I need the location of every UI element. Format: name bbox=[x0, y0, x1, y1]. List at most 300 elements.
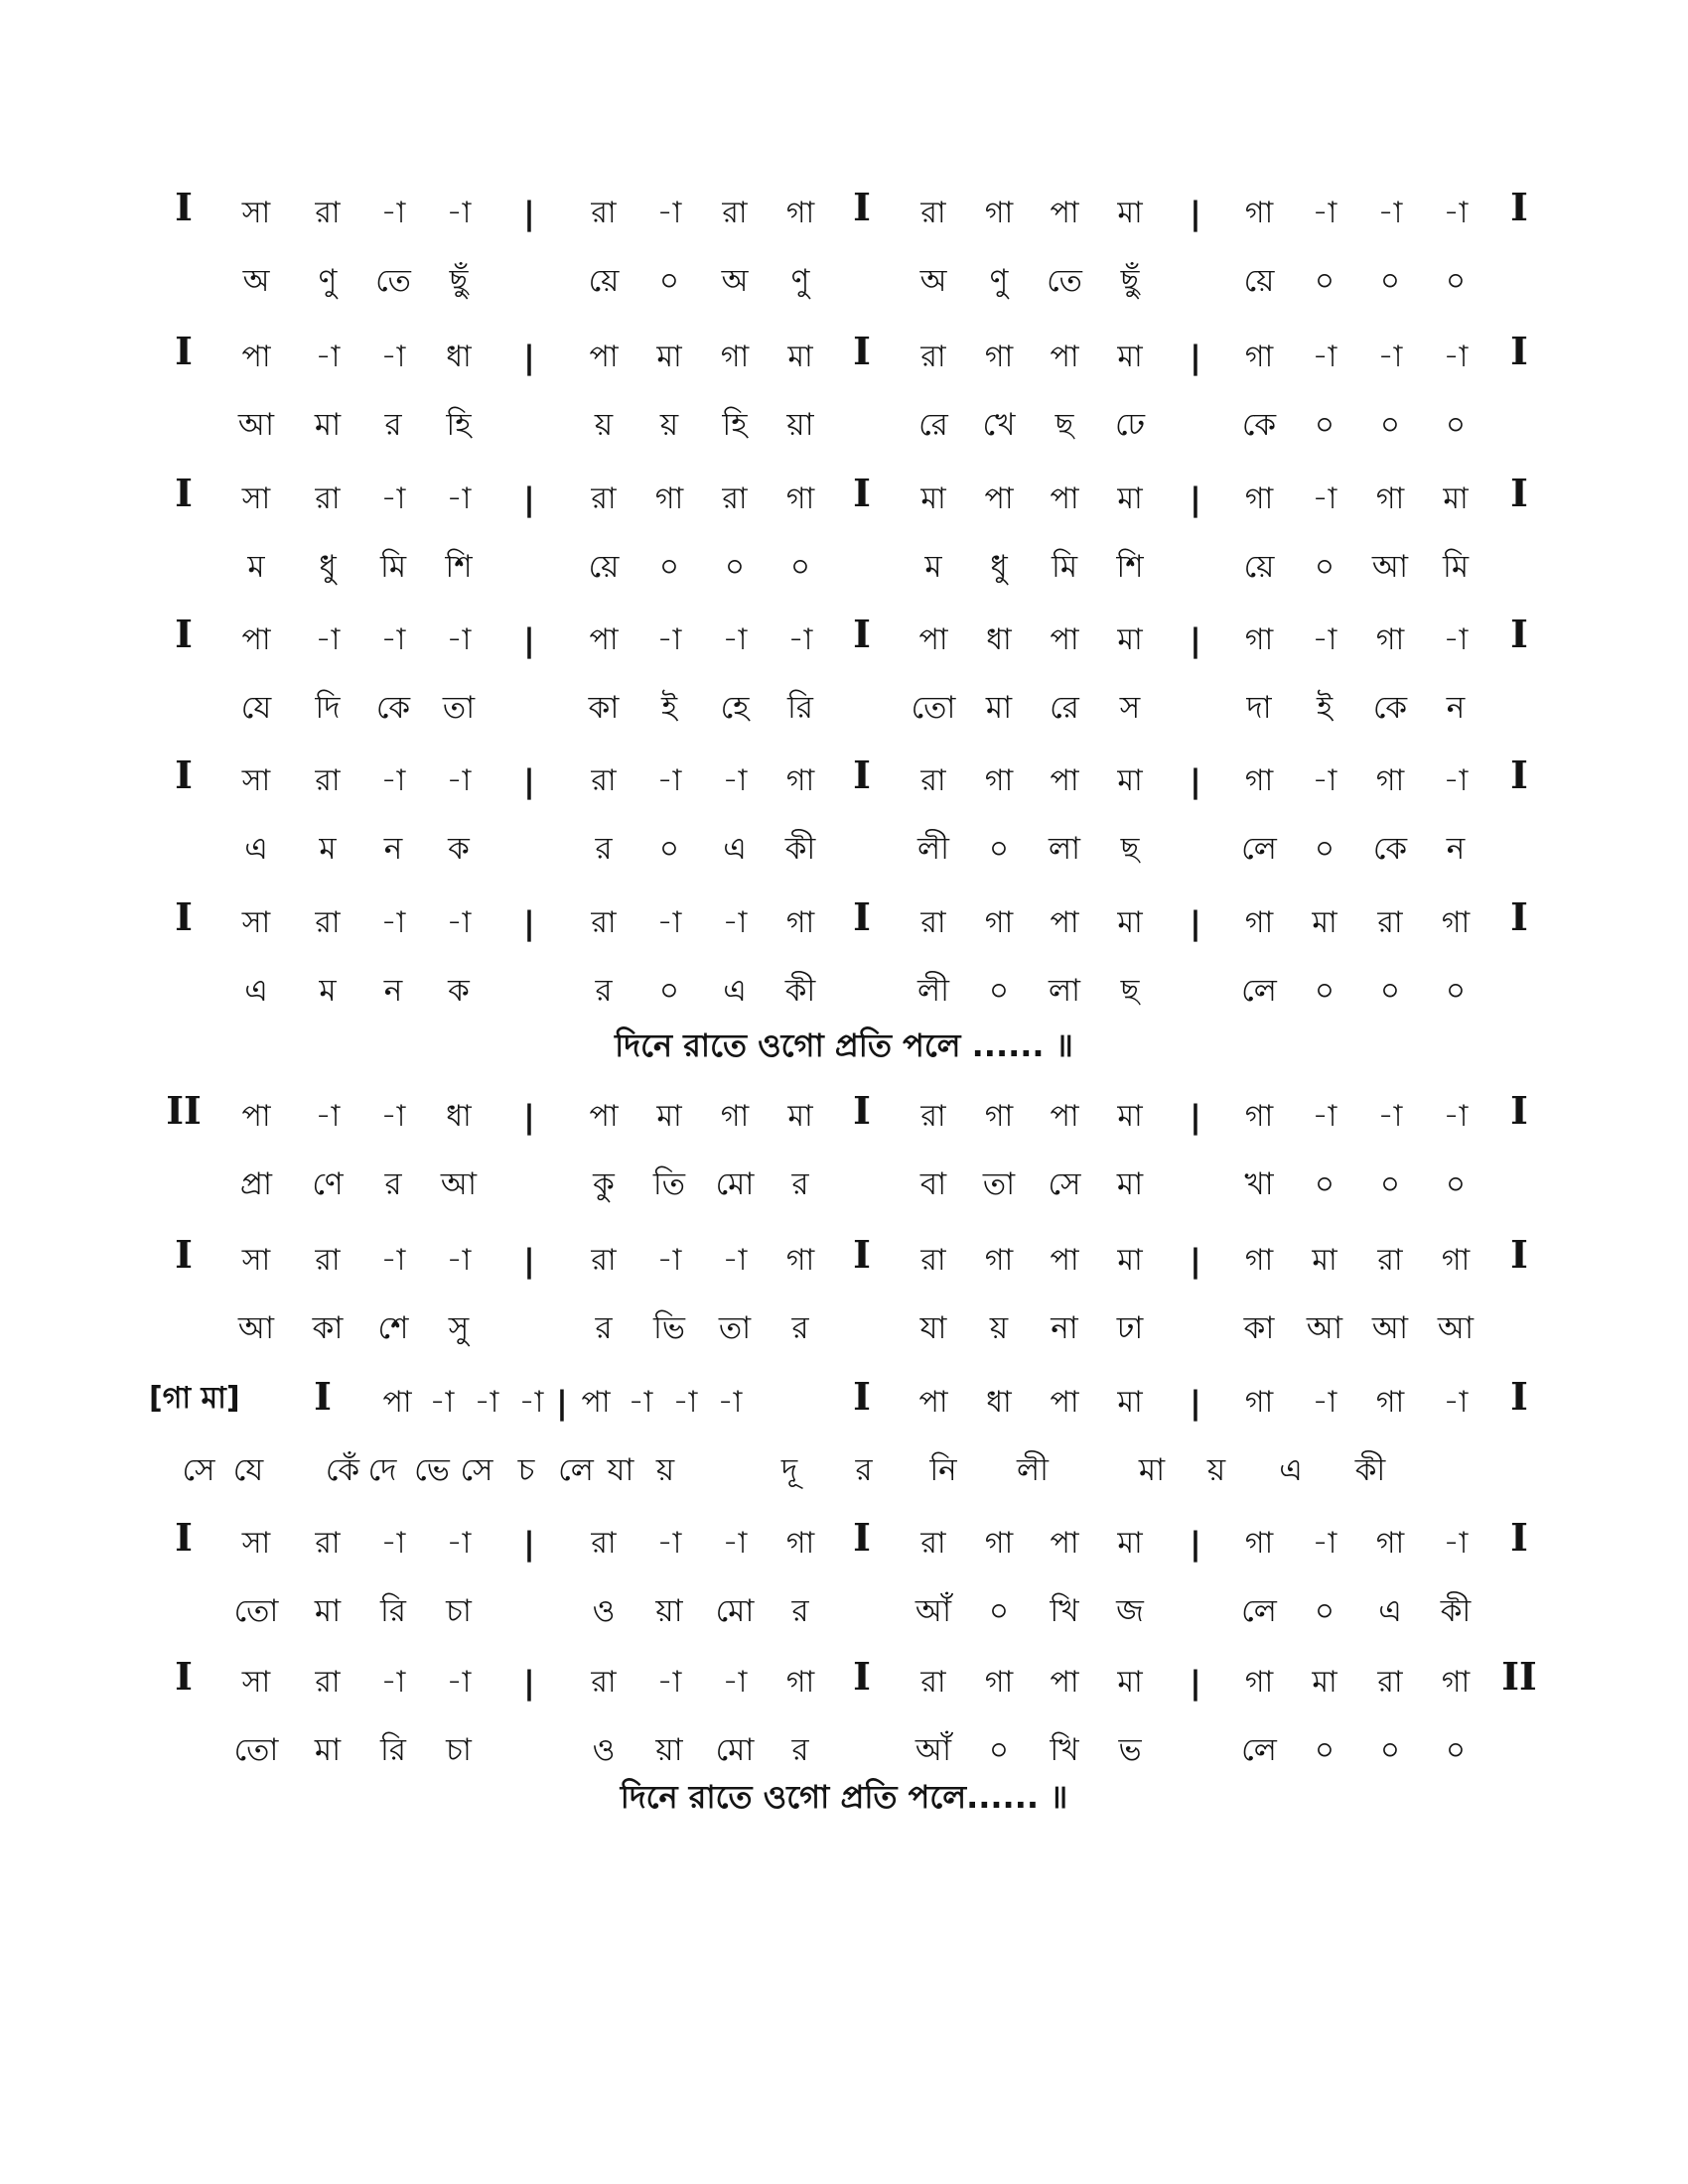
swara-row bbox=[0, 471, 1688, 524]
lyric-syllable: ০ bbox=[1314, 973, 1336, 1009]
swara-note: -া bbox=[656, 1243, 682, 1278]
lyric-syllable: ০ bbox=[1445, 263, 1467, 299]
lyric-syllable: ০ bbox=[658, 973, 680, 1009]
swara-note: -া bbox=[672, 1385, 698, 1420]
lyric-syllable: ন bbox=[383, 973, 403, 1009]
lyric-syllable: ০ bbox=[1314, 407, 1336, 443]
swara-note: মা bbox=[1312, 1665, 1337, 1700]
swara-note: গা bbox=[984, 763, 1014, 798]
lyric-syllable: র bbox=[791, 1593, 809, 1629]
lyric-syllable: ণু bbox=[989, 263, 1009, 299]
lyric-syllable: অ bbox=[919, 263, 947, 299]
swara-note: রা bbox=[315, 481, 341, 516]
swara-note: -া bbox=[722, 1243, 748, 1278]
row-end-mark: I bbox=[1510, 1232, 1528, 1277]
lyric-syllable: রে bbox=[918, 407, 948, 443]
swara-note: গা bbox=[1375, 763, 1405, 798]
lyric-row bbox=[0, 400, 1688, 450]
lyric-syllable: ০ bbox=[658, 263, 680, 299]
swara-note: -া bbox=[1443, 622, 1469, 657]
lyric-syllable: রি bbox=[380, 1593, 406, 1629]
lyric-syllable: কেঁ bbox=[325, 1452, 360, 1488]
swara-note: পা bbox=[581, 1385, 611, 1420]
lyric-syllable: লে bbox=[1241, 1593, 1277, 1629]
lyric-syllable: ভে bbox=[414, 1452, 450, 1488]
lyric-syllable: অ bbox=[242, 263, 270, 299]
beat-divider: | bbox=[1190, 1664, 1201, 1702]
lyric-syllable: য় bbox=[989, 1310, 1009, 1346]
lyric-row bbox=[0, 683, 1688, 733]
lyric-syllable: ন bbox=[383, 831, 403, 867]
row-end-mark: I bbox=[1510, 471, 1528, 515]
lyric-syllable: সে bbox=[460, 1452, 493, 1488]
swara-note: -া bbox=[1312, 1526, 1337, 1561]
beat-divider: | bbox=[1190, 339, 1201, 376]
lyric-syllable: য় bbox=[655, 1452, 675, 1488]
swara-note: গা bbox=[785, 1243, 815, 1278]
swara-note: পা bbox=[1050, 196, 1079, 230]
swara-note: -া bbox=[1377, 340, 1403, 374]
lyric-syllable: র bbox=[595, 1310, 613, 1346]
lyric-syllable: ধু bbox=[990, 549, 1008, 585]
row-start-mark: I bbox=[175, 612, 193, 656]
swara-note: মা bbox=[1443, 481, 1469, 516]
lyric-syllable: ছ bbox=[1120, 831, 1140, 867]
lyric-syllable: মা bbox=[314, 1593, 342, 1629]
lyric-syllable: দে bbox=[367, 1452, 397, 1488]
swara-note: গা bbox=[720, 1099, 750, 1134]
lyric-syllable: ছ bbox=[1120, 973, 1140, 1009]
lyric-syllable: ০ bbox=[1379, 1166, 1401, 1202]
lyric-syllable: আ bbox=[237, 407, 275, 443]
swara-note: -া bbox=[429, 1385, 455, 1420]
swara-note: পা bbox=[589, 340, 619, 374]
swara-note: গা bbox=[1375, 622, 1405, 657]
lyric-syllable: ম bbox=[247, 549, 265, 585]
swara-note: -া bbox=[1312, 1099, 1337, 1134]
swara-row bbox=[0, 1654, 1688, 1707]
lyric-syllable: স bbox=[1119, 690, 1141, 726]
lyric-syllable: লে bbox=[558, 1452, 594, 1488]
lyric-syllable: জ bbox=[1116, 1593, 1144, 1629]
lyric-syllable: ছুঁ bbox=[1120, 263, 1140, 299]
swara-note: রা bbox=[315, 1243, 341, 1278]
lyric-syllable: ০ bbox=[1379, 263, 1401, 299]
notation-block-4 bbox=[0, 612, 1688, 754]
swara-note: পা bbox=[984, 481, 1014, 516]
lyric-syllable: কে bbox=[1372, 831, 1408, 867]
notation-block-5 bbox=[0, 752, 1688, 895]
lyric-syllable: র bbox=[595, 831, 613, 867]
swara-note: -া bbox=[446, 622, 472, 657]
swara-note: রা bbox=[920, 1665, 946, 1700]
swara-note: পা bbox=[1050, 1385, 1079, 1420]
swara-note: গা bbox=[1244, 1243, 1274, 1278]
lyric-syllable: ০ bbox=[658, 831, 680, 867]
swara-note: মা bbox=[656, 1099, 682, 1134]
refrain-line: দিনে রাতে ওগো প্রতি পলে ...... ॥ bbox=[615, 1026, 1073, 1064]
swara-row bbox=[0, 1374, 1688, 1428]
beat-divider: | bbox=[523, 339, 535, 376]
lyric-syllable: ০ bbox=[724, 549, 746, 585]
lyric-syllable: ০ bbox=[1445, 1166, 1467, 1202]
swara-note: গা bbox=[984, 196, 1014, 230]
swara-note: -া bbox=[446, 1526, 472, 1561]
swara-note: পা bbox=[1050, 1243, 1079, 1278]
swara-note: পা bbox=[1050, 905, 1079, 940]
lyric-syllable: মা bbox=[1138, 1452, 1166, 1488]
swara-note: পা bbox=[241, 1099, 271, 1134]
swara-note: -া bbox=[1377, 196, 1403, 230]
beat-divider: | bbox=[523, 762, 535, 800]
swara-note: রা bbox=[920, 340, 946, 374]
lyric-syllable: ক bbox=[448, 973, 470, 1009]
lyric-syllable: ০ bbox=[988, 1593, 1010, 1629]
beat-divider: | bbox=[1190, 1242, 1201, 1280]
swara-note: রা bbox=[315, 1526, 341, 1561]
lyric-syllable: ০ bbox=[1314, 1166, 1336, 1202]
swara-note: রা bbox=[920, 1099, 946, 1134]
beat-divider: | bbox=[523, 1242, 535, 1280]
row-start-mark: I bbox=[175, 471, 193, 515]
swara-note: -া bbox=[722, 905, 748, 940]
swara-note: গা bbox=[1244, 622, 1274, 657]
row-end-mark: I bbox=[1510, 1088, 1528, 1133]
lyric-syllable: য় bbox=[659, 407, 679, 443]
swara-note: গা bbox=[785, 763, 815, 798]
lyric-syllable: দা bbox=[1246, 690, 1272, 726]
swara-note: রা bbox=[920, 905, 946, 940]
lyric-syllable: ঢা bbox=[1116, 1310, 1144, 1346]
swara-note: রা bbox=[722, 481, 748, 516]
beat-divider: | bbox=[523, 904, 535, 942]
swara-row bbox=[0, 329, 1688, 382]
lyric-syllable: কা bbox=[312, 1310, 344, 1346]
swara-note: -া bbox=[446, 1243, 472, 1278]
beat-divider: | bbox=[1190, 195, 1201, 232]
swara-note: -া bbox=[1443, 1099, 1469, 1134]
lyric-syllable: কে bbox=[1372, 690, 1408, 726]
row-end-mark: I bbox=[1510, 894, 1528, 939]
lyric-syllable: খি bbox=[1050, 1593, 1079, 1629]
swara-note: সা bbox=[241, 763, 271, 798]
swara-note: -া bbox=[722, 1665, 748, 1700]
swara-note: পা bbox=[918, 1385, 948, 1420]
beat-divider: | bbox=[1190, 904, 1201, 942]
lyric-syllable: লা bbox=[1048, 831, 1081, 867]
row-start-double-mark: II bbox=[166, 1088, 202, 1133]
lyric-syllable: যে bbox=[232, 1452, 264, 1488]
lyric-syllable: তে bbox=[375, 263, 411, 299]
beat-divider: | bbox=[1190, 480, 1201, 518]
lyric-syllable: ছুঁ bbox=[449, 263, 469, 299]
swara-note: পা bbox=[1050, 340, 1079, 374]
swara-note: মা bbox=[1117, 1385, 1143, 1420]
lyric-syllable: কী bbox=[1354, 1452, 1386, 1488]
lyric-syllable: য় bbox=[1206, 1452, 1226, 1488]
notation-block-7 bbox=[0, 1088, 1688, 1231]
lyric-syllable: রে bbox=[1050, 690, 1079, 726]
swara-note: গা bbox=[785, 905, 815, 940]
row-end-mark: I bbox=[1510, 1374, 1528, 1419]
lyric-syllable: মি bbox=[1442, 549, 1470, 585]
swara-note: পা bbox=[589, 622, 619, 657]
lyric-row bbox=[0, 256, 1688, 306]
lyric-syllable: মি bbox=[379, 549, 407, 585]
swara-note: মা bbox=[1117, 1243, 1143, 1278]
swara-note: গা bbox=[1244, 1099, 1274, 1134]
swara-note: ধা bbox=[446, 1099, 472, 1134]
lyric-syllable: ধু bbox=[319, 549, 337, 585]
swara-note: রা bbox=[920, 1526, 946, 1561]
lyric-syllable: কে bbox=[375, 690, 411, 726]
lyric-syllable: র bbox=[384, 1166, 402, 1202]
swara-note: -া bbox=[380, 1099, 406, 1134]
lyric-row bbox=[0, 1586, 1688, 1636]
lyric-syllable: রি bbox=[787, 690, 813, 726]
lyric-syllable: যা bbox=[607, 1452, 634, 1488]
swara-row bbox=[0, 185, 1688, 238]
lyric-syllable: কী bbox=[1440, 1593, 1472, 1629]
swara-note: -া bbox=[518, 1385, 544, 1420]
swara-note: পা bbox=[1050, 1526, 1079, 1561]
lyric-syllable: লী bbox=[1017, 1452, 1049, 1488]
lyric-syllable: ০ bbox=[1445, 1732, 1467, 1768]
swara-note: রা bbox=[1377, 1243, 1403, 1278]
swara-note: -া bbox=[656, 905, 682, 940]
swara-note: মা bbox=[1312, 905, 1337, 940]
lyric-syllable: তো bbox=[233, 1593, 279, 1629]
row-start-mark: I bbox=[175, 1515, 193, 1560]
swara-note: -া bbox=[1312, 481, 1337, 516]
lyric-syllable: ০ bbox=[988, 973, 1010, 1009]
lyric-syllable: আঁ bbox=[914, 1593, 952, 1629]
swara-note: গা bbox=[984, 1526, 1014, 1561]
swara-note: -া bbox=[1312, 340, 1337, 374]
swara-note: -া bbox=[1312, 622, 1337, 657]
swara-note: ধা bbox=[986, 1385, 1012, 1420]
notation-block-9 bbox=[0, 1374, 1688, 1517]
swara-note: রা bbox=[920, 763, 946, 798]
swara-note: গা bbox=[984, 1099, 1014, 1134]
lyric-syllable: এ bbox=[244, 973, 268, 1009]
swara-note: গা bbox=[1244, 905, 1274, 940]
swara-note: -া bbox=[1443, 340, 1469, 374]
swara-note: সা bbox=[241, 481, 271, 516]
swara-note: -া bbox=[446, 196, 472, 230]
section-mark: I bbox=[853, 1088, 871, 1133]
beat-divider: | bbox=[1190, 1525, 1201, 1563]
beat-divider: | bbox=[523, 1098, 535, 1136]
swara-note: গা bbox=[1244, 481, 1274, 516]
lyric-syllable: ০ bbox=[988, 831, 1010, 867]
lyric-syllable: আঁ bbox=[914, 1732, 952, 1768]
lyric-syllable: অ bbox=[721, 263, 749, 299]
lyric-syllable: তো bbox=[911, 690, 956, 726]
swara-note: মা bbox=[1117, 905, 1143, 940]
swara-note: গা bbox=[720, 340, 750, 374]
lyric-syllable: আ bbox=[237, 1310, 275, 1346]
swara-note: পা bbox=[1050, 1099, 1079, 1134]
swara-note: -া bbox=[380, 1243, 406, 1278]
lyric-syllable: র bbox=[791, 1166, 809, 1202]
swara-note: -া bbox=[1443, 1526, 1469, 1561]
lyric-syllable: তো bbox=[233, 1732, 279, 1768]
lyric-syllable: ০ bbox=[1445, 407, 1467, 443]
lyric-row bbox=[0, 542, 1688, 592]
swara-note: -া bbox=[446, 763, 472, 798]
lyric-syllable: মা bbox=[314, 1732, 342, 1768]
swara-note: গা bbox=[1375, 481, 1405, 516]
notation-block-3 bbox=[0, 471, 1688, 614]
lyric-syllable: র bbox=[791, 1310, 809, 1346]
lyric-syllable: হি bbox=[722, 407, 748, 443]
row-start-mark: I bbox=[175, 752, 193, 797]
swara-note: রা bbox=[315, 1665, 341, 1700]
row-end-mark: I bbox=[1510, 1515, 1528, 1560]
swara-note: -া bbox=[380, 905, 406, 940]
swara-note: -া bbox=[446, 481, 472, 516]
lyric-syllable: ও bbox=[592, 1593, 616, 1629]
swara-row bbox=[0, 752, 1688, 806]
bracket-lead-notes: [গা মা] bbox=[149, 1381, 240, 1416]
lyric-syllable: এ bbox=[1279, 1452, 1303, 1488]
swara-note: রা bbox=[722, 196, 748, 230]
swara-note: মা bbox=[1117, 340, 1143, 374]
lyric-syllable: ০ bbox=[1314, 549, 1336, 585]
row-end-mark: I bbox=[1510, 329, 1528, 373]
lyric-syllable: সে bbox=[182, 1452, 215, 1488]
swara-note: -া bbox=[1443, 196, 1469, 230]
lyric-syllable: তা bbox=[718, 1310, 752, 1346]
lyric-syllable: য়া bbox=[786, 407, 814, 443]
beat-divider: | bbox=[1190, 762, 1201, 800]
lyric-syllable: খে bbox=[982, 407, 1016, 443]
swara-note: গা bbox=[984, 905, 1014, 940]
lyric-syllable: লা bbox=[1048, 973, 1081, 1009]
swara-note: গা bbox=[785, 1526, 815, 1561]
swara-note: গা bbox=[1441, 1665, 1471, 1700]
swara-note: গা bbox=[1441, 905, 1471, 940]
lyric-syllable: আ bbox=[1371, 549, 1409, 585]
lyric-syllable: আ bbox=[1437, 1310, 1475, 1346]
swara-note: রা bbox=[591, 481, 617, 516]
lyric-syllable: ন bbox=[1446, 831, 1466, 867]
swara-note: -া bbox=[446, 1665, 472, 1700]
swara-note: পা bbox=[241, 622, 271, 657]
swara-note: -া bbox=[1443, 1385, 1469, 1420]
swara-note: গা bbox=[1244, 1526, 1274, 1561]
lyric-syllable: তা bbox=[982, 1166, 1016, 1202]
lyric-syllable: য়ে bbox=[588, 549, 620, 585]
row-start-mark: I bbox=[314, 1374, 332, 1419]
beat-divider: | bbox=[1190, 621, 1201, 659]
lyric-syllable: লী bbox=[917, 973, 949, 1009]
beat-divider: | bbox=[523, 1664, 535, 1702]
beat-divider: | bbox=[523, 621, 535, 659]
beat-divider: | bbox=[523, 195, 535, 232]
lyric-syllable: নি bbox=[929, 1452, 957, 1488]
lyric-syllable: ০ bbox=[1379, 407, 1401, 443]
swara-note: ধা bbox=[446, 340, 472, 374]
swara-note: -া bbox=[380, 622, 406, 657]
lyric-syllable: আ bbox=[440, 1166, 478, 1202]
lyric-syllable: তা bbox=[442, 690, 476, 726]
swara-note: পা bbox=[241, 340, 271, 374]
lyric-syllable: ০ bbox=[658, 549, 680, 585]
swara-note: পা bbox=[1050, 622, 1079, 657]
lyric-row bbox=[0, 824, 1688, 874]
lyric-syllable: খি bbox=[1050, 1732, 1079, 1768]
swara-note: -া bbox=[656, 763, 682, 798]
swara-note: গা bbox=[654, 481, 684, 516]
swara-note: মা bbox=[1117, 1526, 1143, 1561]
swara-note: গা bbox=[984, 1243, 1014, 1278]
swara-note: -া bbox=[1312, 763, 1337, 798]
lyric-syllable: কা bbox=[588, 690, 620, 726]
swara-note: মা bbox=[787, 340, 813, 374]
lyric-syllable: প্রা bbox=[239, 1166, 273, 1202]
lyric-syllable: কু bbox=[593, 1166, 615, 1202]
swara-note: মা bbox=[920, 481, 946, 516]
lyric-syllable: মি bbox=[1051, 549, 1078, 585]
lyric-syllable: য়া bbox=[655, 1593, 683, 1629]
section-mark: I bbox=[853, 752, 871, 797]
swara-note: রা bbox=[591, 1665, 617, 1700]
section-mark: I bbox=[853, 1515, 871, 1560]
swara-note: মা bbox=[1117, 1099, 1143, 1134]
swara-note: -া bbox=[380, 340, 406, 374]
lyric-syllable: মা bbox=[985, 690, 1013, 726]
lyric-syllable: এ bbox=[1378, 1593, 1402, 1629]
notation-block-10 bbox=[0, 1515, 1688, 1658]
swara-note: রা bbox=[591, 196, 617, 230]
swara-note: -া bbox=[656, 622, 682, 657]
swara-note: মা bbox=[656, 340, 682, 374]
swara-note: -া bbox=[380, 1526, 406, 1561]
lyric-syllable: যে bbox=[240, 690, 272, 726]
swara-note: -া bbox=[474, 1385, 499, 1420]
swara-note: গা bbox=[1244, 196, 1274, 230]
swara-note: মা bbox=[1117, 196, 1143, 230]
swara-note: মা bbox=[1117, 622, 1143, 657]
swara-note: গা bbox=[984, 340, 1014, 374]
lyric-syllable: ন bbox=[1446, 690, 1466, 726]
swara-row bbox=[0, 612, 1688, 665]
swara-note: সা bbox=[241, 1665, 271, 1700]
swara-note: গা bbox=[785, 196, 815, 230]
swara-note: গা bbox=[1375, 1526, 1405, 1561]
lyric-syllable: ০ bbox=[1314, 1593, 1336, 1629]
lyric-syllable: শি bbox=[445, 549, 473, 585]
notation-block-2 bbox=[0, 329, 1688, 472]
swara-note: গা bbox=[1244, 1665, 1274, 1700]
notation-block-1 bbox=[0, 185, 1688, 328]
lyric-syllable: ০ bbox=[789, 549, 811, 585]
section-mark: I bbox=[853, 894, 871, 939]
lyric-syllable: মা bbox=[314, 407, 342, 443]
lyric-syllable: আ bbox=[1306, 1310, 1343, 1346]
lyric-syllable: খা bbox=[1244, 1166, 1274, 1202]
lyric-syllable: দূ bbox=[780, 1452, 798, 1488]
lyric-syllable: র bbox=[791, 1732, 809, 1768]
swara-note: গা bbox=[1375, 1385, 1405, 1420]
swara-note: -া bbox=[1443, 763, 1469, 798]
lyric-syllable: ণু bbox=[790, 263, 810, 299]
lyric-syllable: ০ bbox=[1314, 263, 1336, 299]
section-mark: I bbox=[853, 1654, 871, 1699]
swara-note: গা bbox=[785, 1665, 815, 1700]
